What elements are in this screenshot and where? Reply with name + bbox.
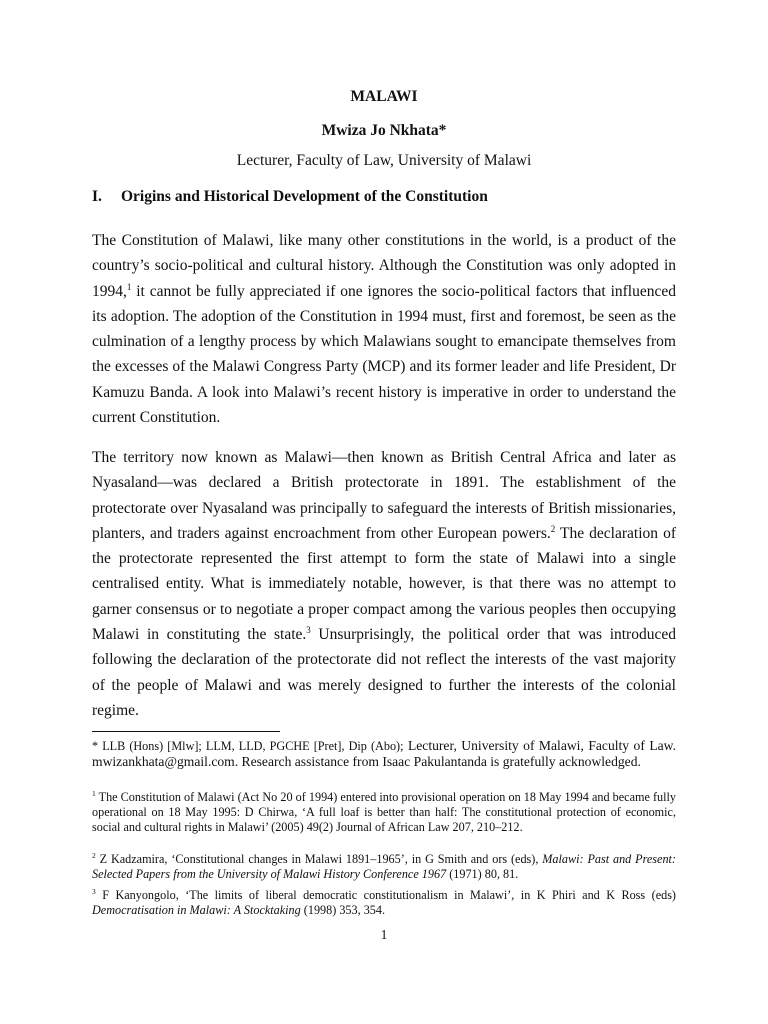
footnote-2-italic-title: Malawi: Past and Present: Selected Papers from the University of Malawi History Conference 1967	[92, 852, 676, 881]
paragraph-2-text-a: The territory now known as Malawi—then known as British Central Africa and later as Nyasaland—was declared a British protectorate in 1891. The establishment of the protectorate over Nyasaland was principally to safeguard the interests of British missionaries, planters, and traders against encroachment from other European powers.	[92, 449, 676, 542]
section-heading	[92, 188, 488, 206]
footnote-3	[92, 888, 676, 918]
footnote-2-text: Z Kadzamira, ‘Constitutional changes in Malawi 1891–1965’, in G Smith and ors (eds),	[95, 852, 543, 866]
paragraph-1-text-a: The Constitution of Malawi, like many other constitutions in the world, is a product of the country’s socio-political and cultural history. Although the Constitution was only adopted in 1994,	[92, 232, 676, 300]
footnote-separator	[92, 731, 280, 732]
footnote-2-marker: 2	[92, 851, 96, 860]
footnote-1-marker: 1	[92, 789, 96, 798]
footnote-ref-1[interactable]: 1	[126, 281, 132, 292]
footnote-author-text: Lecturer, University of Malawi, Faculty of Law. mwizankhata@gmail.com. Research assistance from Isaac Pakulantanda is gratefully acknowledged.	[92, 738, 677, 769]
footnote-author	[92, 738, 676, 770]
section-title: Origins and Historical Development of the Constitution	[121, 188, 488, 205]
footnote-author-credentials: * LLB (Hons) [Mlw]; LLM, LLD, PGCHE [Pret], Dip (Abo);	[92, 739, 404, 753]
footnote-3-text: F Kanyongolo, ‘The limits of liberal democratic constitutionalism in Malawi’, in K Phiri and K Ross (eds)	[95, 888, 676, 902]
page-number: 1	[380, 927, 388, 942]
footnote-ref-3[interactable]: 3	[306, 625, 311, 636]
paragraph-2	[92, 445, 676, 723]
footnote-2	[92, 852, 676, 882]
footnote-3-tail: (1998) 353, 354.	[300, 903, 386, 917]
author-affiliation: Lecturer, Faculty of Law, University of Malawi	[236, 152, 532, 169]
section-number: I.	[92, 188, 102, 205]
footnote-ref-2[interactable]: 2	[550, 523, 556, 534]
paragraph-2-text-b: The declaration of the protectorate represented the first attempt to form the state of Malawi into a single centralised entity. What is immediately notable, however, is that there was no attempt to garner consensus or to negotiate a proper compact among the various peoples then occupying Malawi in constituting the state.	[92, 524, 676, 644]
footnote-1	[92, 790, 676, 835]
author-name: Mwiza Jo Nkhata*	[321, 122, 447, 139]
footnote-3-marker: 3	[92, 887, 96, 896]
footnote-3-italic-title: Democratisation in Malawi: A Stocktaking	[92, 903, 301, 917]
footnote-1-text: The Constitution of Malawi (Act No 20 of 1994) entered into provisional operation on 18 May 1994 and became fully operational on 18 May 1995: D Chirwa, ‘A full loaf is better than half: The constitutional protection of economic, social and cultural rights in Malawi’ (2005) 49(2) Journal of African Law 207, 210–212.	[92, 790, 676, 834]
paragraph-1	[92, 228, 676, 430]
paragraph-1-text-b: it cannot be fully appreciated if one ignores the socio-political factors that influenced its adoption. The adoption of the Constitution in 1994 must, first and foremost, be seen as the culmination of a lengthy process by which Malawians sought to emancipate themselves from the excesses of the Malawi Congress Party (MCP) and its former leader and life President, Dr Kamuzu Banda. A look into Malawi’s recent history is imperative in order to understand the current Constitution.	[92, 282, 676, 427]
footnote-2-tail: (1971) 80, 81.	[446, 867, 519, 881]
paragraph-2-text-c: Unsurprisingly, the political order that was introduced following the declaration of the protectorate did not reflect the interests of the vast majority of the people of Malawi and was merely designed to further the interests of the colonial regime.	[92, 626, 676, 719]
document-title: MALAWI	[350, 88, 418, 105]
